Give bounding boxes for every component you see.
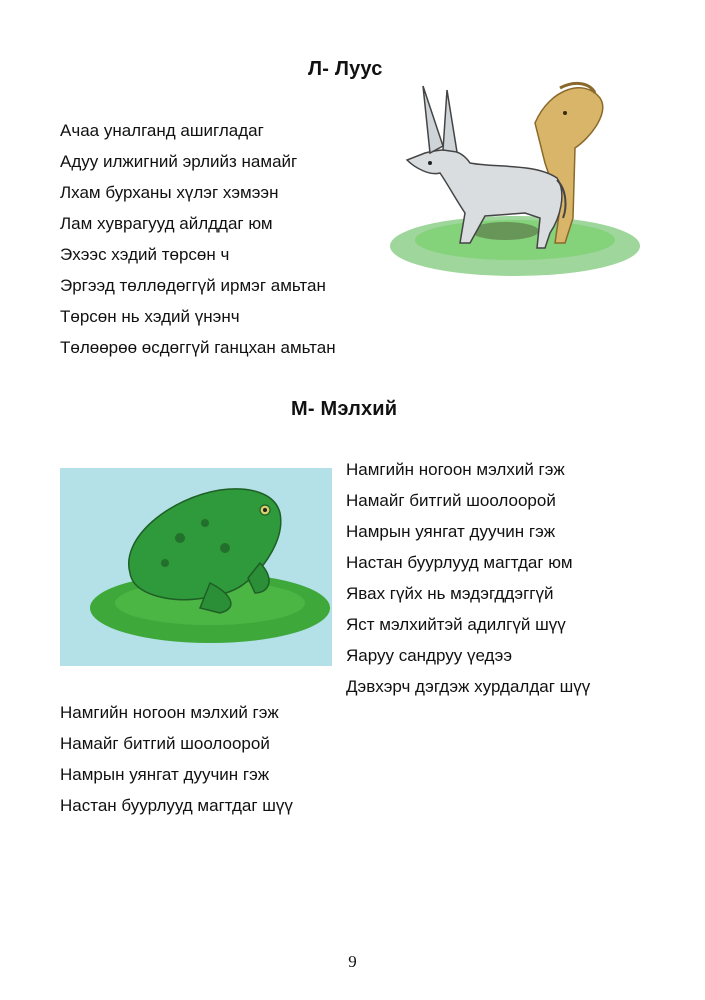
poem-line: Намгийн ногоон мэлхий гэж — [346, 460, 565, 479]
section-title-frog: М- Мэлхий — [291, 398, 398, 420]
poem-line: Намайг битгий шоолоорой — [346, 491, 556, 510]
horse-eye — [563, 111, 567, 115]
frog-spot — [220, 543, 230, 553]
poem-line: Настан буурлууд магтдаг юм — [346, 553, 573, 572]
poem-line: Намгийн ногоон мэлхий гэж — [60, 703, 279, 722]
poem-line: Намрын уянгат дуучин гэж — [346, 522, 556, 541]
poem-line: Яаруу сандруу үедээ — [346, 646, 513, 665]
frog-spot — [201, 519, 209, 527]
mule-ear — [423, 86, 443, 153]
section-title-mule: Л- Луус — [308, 58, 383, 80]
frog-poem-bottom — [60, 697, 293, 821]
frog-spot — [161, 559, 169, 567]
mule-poem — [60, 115, 336, 363]
poem-line: Адуу илжигний эрлийз намайг — [60, 152, 298, 171]
poem-line: Явах гүйх нь мэдэгддэггүй — [346, 584, 554, 603]
frog-eye-pupil — [263, 508, 267, 512]
page-number: 9 — [348, 952, 357, 971]
poem-line: Ачаа уналганд ашигладаг — [60, 121, 264, 140]
ground-hole — [471, 222, 539, 240]
poem-line: Лхам бурханы хүлэг хэмээн — [60, 183, 279, 202]
poem-line: Лам хуврагууд айлддаг юм — [60, 214, 273, 233]
poem-line: Эргээд төллөдөггүй ирмэг амьтан — [60, 276, 326, 295]
poem-line: Намрын уянгат дуучин гэж — [60, 765, 270, 784]
poem-line: Дэвхэрч дэгдэж хурдалдаг шүү — [346, 677, 591, 696]
poem-line: Намайг битгий шоолоорой — [60, 734, 270, 753]
mule-illustration — [385, 68, 645, 283]
mule-eye — [428, 161, 432, 165]
poem-line: Төрсөн нь хэдий үнэнч — [60, 307, 240, 326]
frog-spot — [175, 533, 185, 543]
poem-line: Яст мэлхийтэй адилгүй шүү — [346, 615, 566, 634]
poem-line: Настан буурлууд магтдаг шүү — [60, 796, 293, 815]
poem-line: Эхээс хэдий төрсөн ч — [60, 245, 230, 264]
frog-poem-right — [346, 454, 590, 702]
frog-illustration — [60, 468, 332, 666]
poem-line: Төлөөрөө өсдөггүй ганцхан амьтан — [60, 338, 336, 357]
mule-ear — [443, 90, 457, 152]
